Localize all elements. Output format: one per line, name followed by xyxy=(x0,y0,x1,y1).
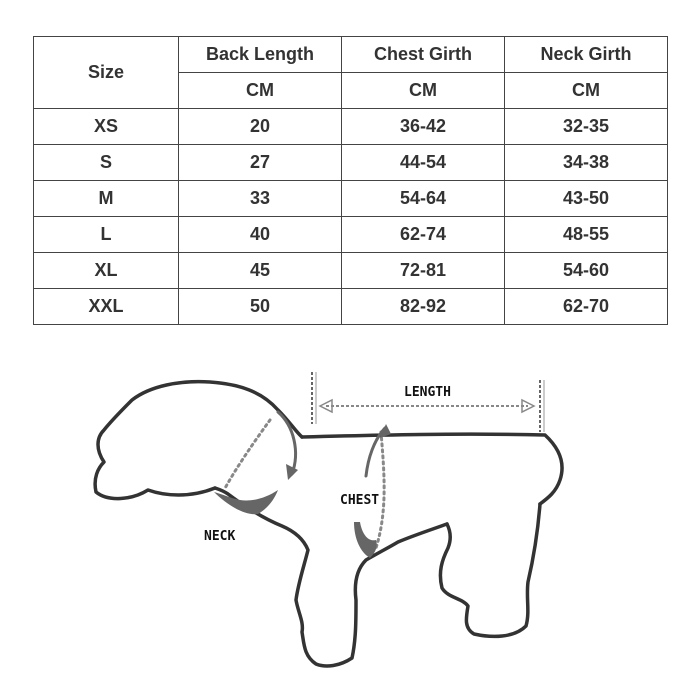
size-cell: XL xyxy=(34,253,179,289)
neck-girth-cell: 34-38 xyxy=(505,145,668,181)
back-length-cell: 50 xyxy=(179,289,342,325)
table-header-row xyxy=(34,37,668,73)
neck-upper-arrow-head xyxy=(286,464,298,480)
size-cell: XXL xyxy=(34,289,179,325)
table-row xyxy=(34,253,668,289)
neck-girth-unit-cell: CM xyxy=(505,73,668,109)
neck-girth-cell: 54-60 xyxy=(505,253,668,289)
size-chart-table xyxy=(33,36,668,325)
back-length-cell: 33 xyxy=(179,181,342,217)
dog-rear-leg-outline xyxy=(440,504,540,636)
table-row xyxy=(34,109,668,145)
dog-belly-front-leg-outline xyxy=(215,488,447,666)
chest-girth-cell: 82-92 xyxy=(342,289,505,325)
table-row xyxy=(34,289,668,325)
neck-dotted-line xyxy=(224,420,270,490)
length-measurement xyxy=(312,372,544,432)
neck-measurement xyxy=(204,412,298,544)
back-length-header-cell: Back Length xyxy=(179,37,342,73)
table-row xyxy=(34,181,668,217)
back-length-unit-cell: CM xyxy=(179,73,342,109)
size-cell: L xyxy=(34,217,179,253)
chest-girth-cell: 44-54 xyxy=(342,145,505,181)
length-label: LENGTH xyxy=(404,385,451,400)
size-cell: S xyxy=(34,145,179,181)
size-cell: XS xyxy=(34,109,179,145)
neck-girth-header-cell: Neck Girth xyxy=(505,37,668,73)
back-length-cell: 27 xyxy=(179,145,342,181)
dog-measurement-diagram xyxy=(0,340,700,700)
neck-girth-cell: 43-50 xyxy=(505,181,668,217)
chest-girth-cell: 62-74 xyxy=(342,217,505,253)
chest-label: CHEST xyxy=(340,493,380,508)
size-header-cell: Size xyxy=(34,37,179,109)
back-length-cell: 45 xyxy=(179,253,342,289)
chest-girth-cell: 54-64 xyxy=(342,181,505,217)
back-length-cell: 40 xyxy=(179,217,342,253)
neck-girth-cell: 32-35 xyxy=(505,109,668,145)
dog-head-outline xyxy=(95,382,302,499)
back-length-cell: 20 xyxy=(179,109,342,145)
chest-girth-cell: 72-81 xyxy=(342,253,505,289)
chest-shading xyxy=(354,522,377,558)
table-row xyxy=(34,217,668,253)
table-row xyxy=(34,145,668,181)
chest-girth-header-cell: Chest Girth xyxy=(342,37,505,73)
chest-girth-cell: 36-42 xyxy=(342,109,505,145)
size-cell: M xyxy=(34,181,179,217)
chest-dotted-line xyxy=(376,432,384,548)
chest-girth-unit-cell: CM xyxy=(342,73,505,109)
neck-girth-cell: 62-70 xyxy=(505,289,668,325)
neck-girth-cell: 48-55 xyxy=(505,217,668,253)
chest-measurement xyxy=(340,424,391,558)
neck-label: NECK xyxy=(204,529,236,544)
neck-shading xyxy=(214,490,278,514)
